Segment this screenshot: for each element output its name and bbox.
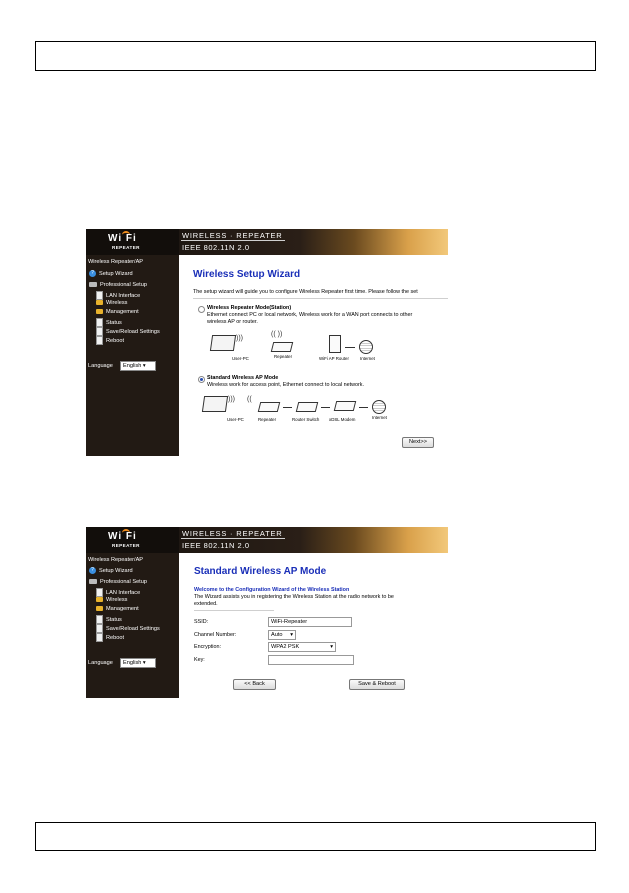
page-title: Standard Wireless AP Mode xyxy=(194,566,327,577)
intro-text: The setup wizard will guide you to configure Wireless Repeater first time. Please follow the set xyxy=(193,289,418,295)
sidebar-item-label: Setup Wizard xyxy=(99,567,133,574)
connection-line xyxy=(321,407,330,408)
sidebar-item-status[interactable] xyxy=(96,615,122,624)
sidebar-item-label: Management xyxy=(106,606,139,612)
divider xyxy=(194,610,274,611)
banner-divider xyxy=(181,240,285,241)
logo-subtext: REPEATER xyxy=(112,543,140,548)
page-title: Wireless Setup Wizard xyxy=(193,269,301,280)
repeater-mode-desc-2: wireless AP or router. xyxy=(207,319,258,325)
sidebar-root[interactable]: Wireless Repeater/AP xyxy=(88,259,144,265)
sidebar-item-management[interactable] xyxy=(96,309,139,315)
sidebar-item-lan-interface[interactable] xyxy=(96,588,140,597)
assist-text: The Wizard assists you in registering the Wireless Station at the radio network to be xyxy=(194,594,394,600)
product-banner xyxy=(179,229,448,255)
banner-divider xyxy=(181,538,285,539)
banner-subtitle: IEEE 802.11N 2.0 xyxy=(182,243,250,252)
repeater-mode-radio[interactable] xyxy=(198,306,205,313)
sidebar-item-label: Reboot xyxy=(106,337,125,344)
sidebar-item-professional-setup[interactable] xyxy=(89,282,147,288)
folder-icon xyxy=(96,606,103,611)
document-icon xyxy=(96,318,103,327)
ap-mode-radio[interactable] xyxy=(198,376,205,383)
router-icon xyxy=(329,335,341,353)
language-label: Language xyxy=(88,363,113,369)
ap-mode-title: Standard Wireless AP Mode xyxy=(207,375,279,381)
repeater-icon xyxy=(258,402,280,412)
ssid-input[interactable]: WiFi-Repeater xyxy=(268,617,352,627)
language-select[interactable]: English ▾ xyxy=(120,361,156,371)
tree-icon xyxy=(89,579,97,584)
sidebar-root[interactable]: Wireless Repeater/AP xyxy=(88,557,144,563)
sidebar-item-label: Setup Wizard xyxy=(99,270,133,277)
sidebar-item-professional-setup[interactable] xyxy=(89,579,147,585)
wireless-waves-icon: ))) xyxy=(236,335,243,342)
sidebar-item-wireless[interactable] xyxy=(96,597,127,603)
logo-text: Wi Fi xyxy=(108,233,137,244)
product-banner xyxy=(179,527,448,553)
sidebar-item-label: Professional Setup xyxy=(100,282,147,288)
sidebar-item-management[interactable] xyxy=(96,606,139,612)
encryption-value: WPA2 PSK xyxy=(271,644,300,650)
banner-subtitle: IEEE 802.11N 2.0 xyxy=(182,541,250,550)
sidebar xyxy=(86,255,179,456)
sidebar-item-reboot[interactable] xyxy=(96,336,124,345)
sidebar-item-label: Reboot xyxy=(106,634,125,641)
device-label-switch: Router Switch xyxy=(292,417,320,422)
document-icon xyxy=(96,588,103,597)
page-header-box xyxy=(35,41,596,71)
wireless-waves-icon: (( xyxy=(247,396,252,403)
tree-icon xyxy=(89,282,97,287)
language-label: Language xyxy=(88,660,113,666)
page-footer-box xyxy=(35,822,596,851)
repeater-mode-title: Wireless Repeater Mode(Station) xyxy=(207,305,292,311)
next-button[interactable]: Next>> xyxy=(402,437,434,448)
internet-globe-icon xyxy=(372,400,386,414)
wireless-waves-icon: (( )) xyxy=(271,331,283,338)
ssid-label: SSID: xyxy=(194,619,209,625)
sidebar-item-label: Wireless xyxy=(106,597,128,603)
help-icon: ? xyxy=(89,567,96,574)
device-label-router: WiFi AP Router xyxy=(319,356,349,361)
channel-value: Auto xyxy=(271,632,283,638)
sidebar-item-setup-wizard[interactable] xyxy=(89,567,133,574)
key-label: Key: xyxy=(194,657,205,663)
device-label-repeater: Repeater xyxy=(258,417,277,422)
device-label-internet: Internet xyxy=(360,356,375,361)
assist-text-2: extended. xyxy=(194,601,218,607)
folder-icon xyxy=(96,300,103,305)
language-value: English xyxy=(123,660,142,666)
save-reboot-button[interactable]: Save & Reboot xyxy=(349,679,405,690)
document-icon xyxy=(96,615,103,624)
device-label-modem: xDSL Modem xyxy=(329,417,356,422)
document-icon xyxy=(96,291,103,300)
laptop-icon xyxy=(210,335,236,351)
internet-globe-icon xyxy=(359,340,373,354)
folder-icon xyxy=(96,309,103,314)
sidebar-item-reboot[interactable] xyxy=(96,633,124,642)
sidebar xyxy=(86,553,179,698)
connection-line xyxy=(359,407,368,408)
repeater-mode-desc: Ethernet connect PC or local network, Wireless work for a WAN port connects to other xyxy=(207,312,413,318)
wifi-repeater-logo xyxy=(86,527,179,553)
wifi-repeater-logo xyxy=(86,229,179,255)
ap-mode-screenshot xyxy=(86,527,448,698)
sidebar-item-label: Professional Setup xyxy=(100,579,147,585)
sidebar-item-wireless[interactable] xyxy=(96,300,127,306)
folder-icon xyxy=(96,597,103,602)
sidebar-item-status[interactable] xyxy=(96,318,122,327)
sidebar-item-label: Status xyxy=(106,616,122,623)
sidebar-item-setup-wizard[interactable] xyxy=(89,270,133,277)
sidebar-item-label: Management xyxy=(106,309,139,315)
wireless-waves-icon: ))) xyxy=(228,396,235,403)
switch-icon xyxy=(296,402,318,412)
repeater-icon xyxy=(271,342,293,352)
top-bar xyxy=(86,527,448,553)
ap-mode-desc: Wireless work for access point, Ethernet connect to local network. xyxy=(207,382,364,388)
logo-text: Wi Fi xyxy=(108,531,137,542)
encryption-label: Encryption: xyxy=(194,644,221,650)
top-bar xyxy=(86,229,448,255)
setup-wizard-screenshot xyxy=(86,229,448,456)
device-label-internet: Internet xyxy=(372,415,387,420)
connection-line xyxy=(283,407,292,408)
device-label-repeater: Repeater xyxy=(274,354,293,359)
device-label-user-pc: User-PC xyxy=(232,356,249,361)
sidebar-item-label: Wireless xyxy=(106,300,128,306)
sidebar-item-save-reload[interactable] xyxy=(96,327,160,336)
language-select[interactable]: English ▾ xyxy=(120,658,156,668)
sidebar-item-label: LAN Interface xyxy=(106,292,141,299)
device-label-user-pc: User-PC xyxy=(227,417,244,422)
back-button[interactable]: << Back xyxy=(233,679,276,690)
key-input[interactable] xyxy=(268,655,354,665)
sidebar-item-label: Save/Reload Settings xyxy=(106,625,160,632)
connection-line xyxy=(345,347,355,348)
channel-label: Channel Number: xyxy=(194,632,237,638)
document-icon xyxy=(96,336,103,345)
modem-icon xyxy=(334,401,356,411)
encryption-select[interactable] xyxy=(268,642,336,652)
language-value: English xyxy=(123,363,142,369)
help-icon: ? xyxy=(89,270,96,277)
logo-subtext: REPEATER xyxy=(112,245,140,250)
channel-select[interactable] xyxy=(268,630,296,640)
banner-title: WIRELESS · REPEATER xyxy=(182,529,283,538)
sidebar-item-label: Save/Reload Settings xyxy=(106,328,160,335)
document-icon xyxy=(96,624,103,633)
sidebar-item-label: Status xyxy=(106,319,122,326)
welcome-text: Welcome to the Configuration Wizard of the Wireless Station xyxy=(194,587,350,593)
document-icon xyxy=(96,327,103,336)
sidebar-item-save-reload[interactable] xyxy=(96,624,160,633)
document-icon xyxy=(96,633,103,642)
laptop-icon xyxy=(202,396,228,412)
sidebar-item-label: LAN Interface xyxy=(106,589,141,596)
banner-title: WIRELESS · REPEATER xyxy=(182,231,283,240)
divider xyxy=(193,298,448,299)
sidebar-item-lan-interface[interactable] xyxy=(96,291,140,300)
